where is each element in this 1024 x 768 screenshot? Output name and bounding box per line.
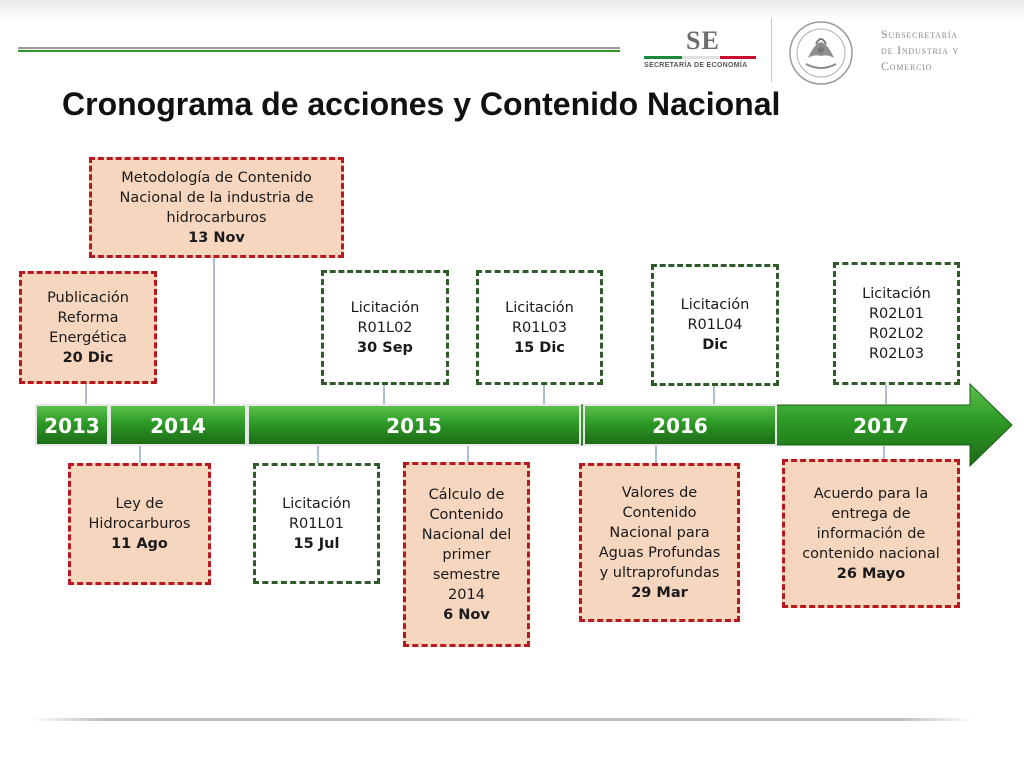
event-licitacion-r01l04 (651, 264, 779, 386)
event-acuerdo-entrega (782, 459, 960, 608)
event-text: Licitación R01L01 (282, 495, 351, 532)
event-date: Dic (702, 337, 728, 353)
event-licitacion-r01l02 (321, 270, 449, 385)
se-logo: SE (686, 26, 720, 55)
event-date: 6 Nov (443, 606, 490, 623)
event-text: Valores de Contenido Nacional para Aguas Profundas y ultraprofundas (598, 484, 721, 581)
event-text: Ley de Hidrocarburos (88, 496, 191, 532)
event-date: 20 Dic (62, 349, 114, 366)
event-valores-contenido (579, 463, 740, 622)
event-ley-hidrocarburos (68, 463, 211, 585)
event-licitacion-r01l03 (476, 270, 603, 385)
year-2013: 2013 (44, 413, 100, 438)
event-text: Licitación R01L02 (350, 299, 420, 336)
event-publicacion-reforma (19, 271, 157, 384)
event-text: Acuerdo para la entrega de información de contenido nacional (802, 485, 940, 562)
event-date: 13 Nov (188, 229, 245, 246)
event-text: Licitación R01L03 (505, 299, 574, 336)
page-title: Cronograma de acciones y Contenido Nacional (62, 86, 781, 122)
subsecretaria-line-3: Comercio (881, 59, 933, 73)
footer-rule (30, 718, 974, 721)
se-logo-subtitle: SECRETARÍA DE ECONOMÍA (644, 62, 748, 69)
event-text: Licitación R02L01 R02L02 R02L03 (862, 285, 931, 362)
event-text: Cálculo de Contenido Nacional del primer semestre 2014 (421, 486, 512, 603)
event-date: 15 Jul (293, 535, 340, 552)
event-date: 11 Ago (111, 536, 168, 552)
event-date: 26 Mayo (836, 565, 906, 582)
event-metodologia (89, 157, 344, 258)
event-text: Publicación Reforma Energética (47, 289, 129, 346)
year-2016: 2016 (652, 413, 708, 438)
event-calculo-contenido (403, 462, 530, 647)
subsecretaria-line-1: Subsecretaría (881, 27, 958, 41)
year-2017: 2017 (853, 413, 909, 438)
year-2015: 2015 (386, 413, 442, 438)
event-date: 29 Mar (631, 584, 688, 601)
event-licitacion-r02 (833, 262, 960, 385)
event-licitacion-r01l01 (253, 463, 380, 584)
year-2014: 2014 (150, 413, 206, 438)
subsecretaria-line-2: de Industria y (881, 43, 960, 57)
event-date: 15 Dic (514, 339, 565, 356)
event-date: 30 Sep (357, 339, 413, 356)
event-text: Metodología de Contenido Nacional de la industria de hidrocarburos (119, 169, 314, 226)
event-text: Licitación R01L04 (680, 297, 750, 333)
